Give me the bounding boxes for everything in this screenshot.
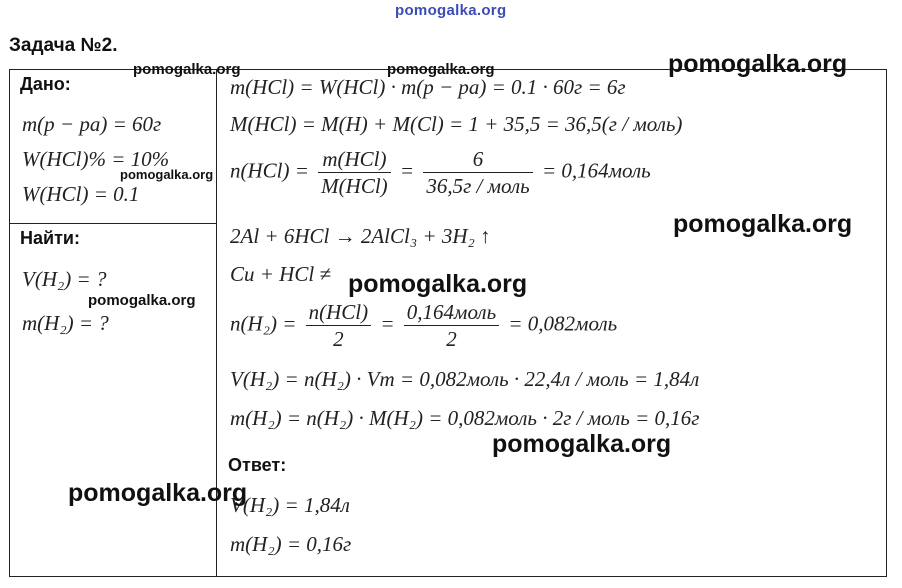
watermark: pomogalka.org: [88, 292, 196, 309]
find-header: Найти:: [20, 228, 80, 248]
watermark: pomogalka.org: [348, 270, 528, 298]
solution-line-6: [230, 299, 617, 352]
equals-sign: =: [399, 158, 415, 183]
fraction-numerator: 6: [423, 146, 532, 173]
solution-line-4: 2Al + 6HCl → 2AlCl₃ + 3H₂ ↑: [230, 224, 491, 248]
fraction-numerator: m(HCl): [318, 146, 391, 173]
equation-lhs: n(H₂) =: [230, 311, 297, 336]
fraction-denominator: 36,5г / моль: [426, 174, 530, 198]
given-find-divider: [9, 223, 217, 224]
given-line-mass: m(p − pa) = 60г: [22, 112, 162, 136]
watermark: pomogalka.org: [673, 210, 853, 238]
equation-rhs: = 0,164моль: [541, 158, 651, 183]
solution-line-8: m(H₂) = n(H₂) · M(H₂) = 0,082моль · 2г / моль = 0,16г: [230, 406, 700, 430]
solution-line-5: Cu + HCl ≠: [230, 262, 331, 286]
equation-rhs: = 0,082моль: [508, 311, 618, 336]
given-line-percent: W(HCl)% = 10%: [22, 147, 170, 171]
fraction: [306, 299, 372, 352]
site-link[interactable]: pomogalka.org: [395, 2, 507, 19]
equation-lhs: n(HCl) =: [230, 158, 309, 183]
equals-sign: =: [380, 311, 395, 336]
answer-line-mass: m(H₂) = 0,16г: [230, 532, 352, 556]
given-line-fraction: W(HCl) = 0.1: [22, 182, 140, 206]
watermark: pomogalka.org: [120, 167, 214, 182]
solution-line-3: [230, 146, 651, 199]
watermark: pomogalka.org: [387, 61, 495, 78]
fraction-numerator: 0,164моль: [404, 299, 499, 326]
fraction: [404, 299, 499, 352]
given-header: Дано:: [20, 74, 71, 94]
watermark: pomogalka.org: [68, 479, 248, 507]
find-line-mass: m(H₂) = ?: [22, 311, 109, 335]
solution-line-7: V(H₂) = n(H₂) · Vm = 0,082моль · 22,4л / моль = 1,84л: [230, 367, 700, 391]
watermark: pomogalka.org: [492, 430, 672, 458]
answer-line-volume: V(H₂) = 1,84л: [230, 493, 350, 517]
solution-line-1: m(HCl) = W(HCl) · m(p − pa) = 0.1 · 60г = 6г: [230, 75, 626, 99]
fraction: [318, 146, 391, 199]
fraction-numerator: n(HCl): [306, 299, 372, 326]
watermark: pomogalka.org: [668, 50, 848, 78]
fraction: [423, 146, 532, 199]
fraction-denominator: 2: [333, 327, 344, 351]
fraction-denominator: 2: [446, 327, 457, 351]
find-line-volume: V(H₂) = ?: [22, 267, 107, 291]
answer-header: Ответ:: [228, 455, 287, 475]
solution-line-2: M(HCl) = M(H) + M(Cl) = 1 + 35,5 = 36,5(г / моль): [230, 112, 683, 136]
fraction-denominator: M(HCl): [321, 174, 388, 198]
watermark: pomogalka.org: [133, 61, 241, 78]
task-title: Задача №2.: [9, 35, 118, 56]
